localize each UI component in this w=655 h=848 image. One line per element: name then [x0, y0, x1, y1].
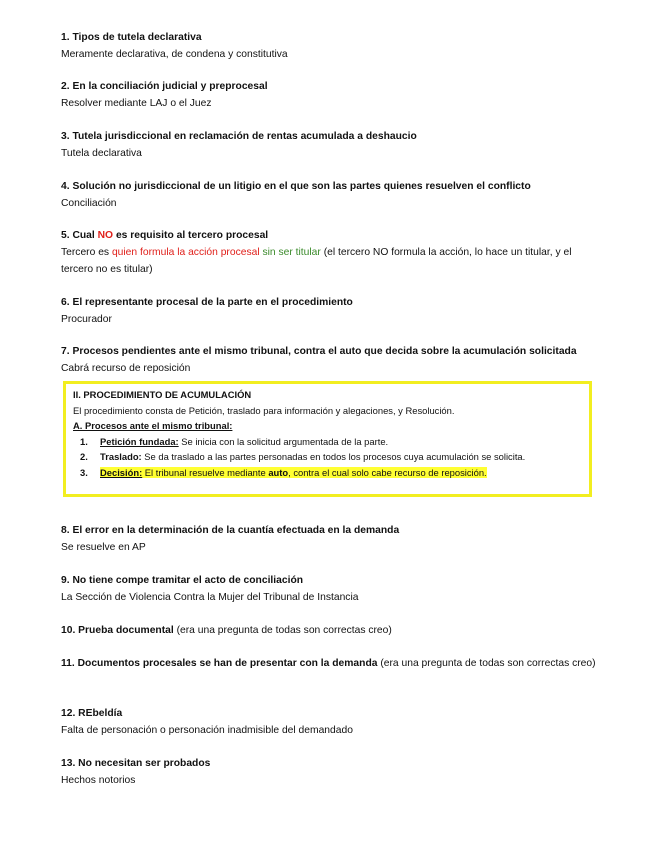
- question-title: 5. Cual NO es requisito al tercero procesal: [61, 230, 269, 241]
- question-title: 10. Prueba documental (era una pregunta de todas son correctas creo): [61, 625, 392, 636]
- question-13: [61, 755, 601, 789]
- question-6: [61, 294, 601, 328]
- question-answer: Se resuelve en AP: [61, 542, 146, 553]
- green-text: sin ser titular: [259, 247, 321, 258]
- red-text: quien formula la acción procesal: [111, 247, 260, 258]
- question-answer: Conciliación: [61, 198, 117, 209]
- question-9: [61, 572, 601, 606]
- question-answer: Falta de personación o personación inadmisible del demandado: [61, 725, 353, 736]
- question-title: 1. Tipos de tutela declarativa: [61, 32, 202, 43]
- question-answer: Hechos notorios: [61, 775, 136, 786]
- question-answer: La Sección de Violencia Contra la Mujer del Tribunal de Instancia: [61, 592, 359, 603]
- question-8: [61, 522, 601, 556]
- question-title: 4. Solución no jurisdiccional de un litigio en el que son las partes quienes resuelven el conflicto: [61, 181, 531, 192]
- excerpt-intro: El procedimiento consta de Petición, traslado para información y alegaciones, y Resolución.: [73, 404, 455, 416]
- excerpt-subheading: A. Procesos ante el mismo tribunal:: [73, 420, 233, 431]
- emphasis-no: NO: [97, 230, 114, 241]
- excerpt-heading: II. PROCEDIMIENTO DE ACUMULACIÓN: [73, 389, 252, 400]
- question-7: [61, 343, 601, 377]
- excerpt-steps: [73, 434, 582, 481]
- excerpt-step-highlighted: 3. Decisión: El tribunal resuelve mediante auto, contra el cual solo cabe recurso de reposición.: [80, 466, 487, 478]
- question-title: 7. Procesos pendientes ante el mismo tribunal, contra el auto que decida sobre la acumulación solicitada: [61, 346, 577, 357]
- question-answer: Resolver mediante LAJ o el Juez: [61, 98, 212, 109]
- question-title: 13. No necesitan ser probados: [61, 758, 211, 769]
- question-title: 3. Tutela jurisdiccional en reclamación de rentas acumulada a deshaucio: [61, 131, 417, 142]
- question-answer: Cabrá recurso de reposición: [61, 363, 191, 374]
- question-2: [61, 78, 601, 112]
- textbook-excerpt-box: [63, 381, 592, 497]
- question-title: 12. REbeldía: [61, 708, 123, 719]
- question-title: 9. No tiene compe tramitar el acto de conciliación: [61, 575, 304, 586]
- question-title: 11. Documentos procesales se han de presentar con la demanda (era una pregunta de todas son correctas creo): [61, 658, 596, 669]
- question-title: 6. El representante procesal de la parte en el procedimiento: [61, 297, 353, 308]
- question-12: [61, 705, 601, 739]
- excerpt-step: 1. Petición fundada: Se inicia con la solicitud argumentada de la parte.: [80, 435, 389, 447]
- question-1: [61, 29, 601, 63]
- excerpt-step: 2. Traslado: Se da traslado a las partes personadas en todos los procesos cuya acumulación se solicita.: [80, 451, 526, 462]
- question-10: [61, 622, 601, 639]
- question-answer: Tutela declarativa: [61, 148, 142, 159]
- question-5: [61, 227, 601, 278]
- question-11: [61, 655, 601, 672]
- question-3: [61, 128, 601, 162]
- question-answer: Tercero es quien formula la acción procesal sin ser titular (el tercero NO formula la acción, lo hace un titular, y el tercero no es titular): [61, 247, 572, 275]
- question-answer: Procurador: [61, 314, 112, 325]
- question-answer: Meramente declarativa, de condena y constitutiva: [61, 49, 288, 60]
- question-title: 2. En la conciliación judicial y preprocesal: [61, 81, 268, 92]
- question-4: [61, 178, 601, 212]
- question-title: 8. El error en la determinación de la cuantía efectuada en la demanda: [61, 525, 400, 536]
